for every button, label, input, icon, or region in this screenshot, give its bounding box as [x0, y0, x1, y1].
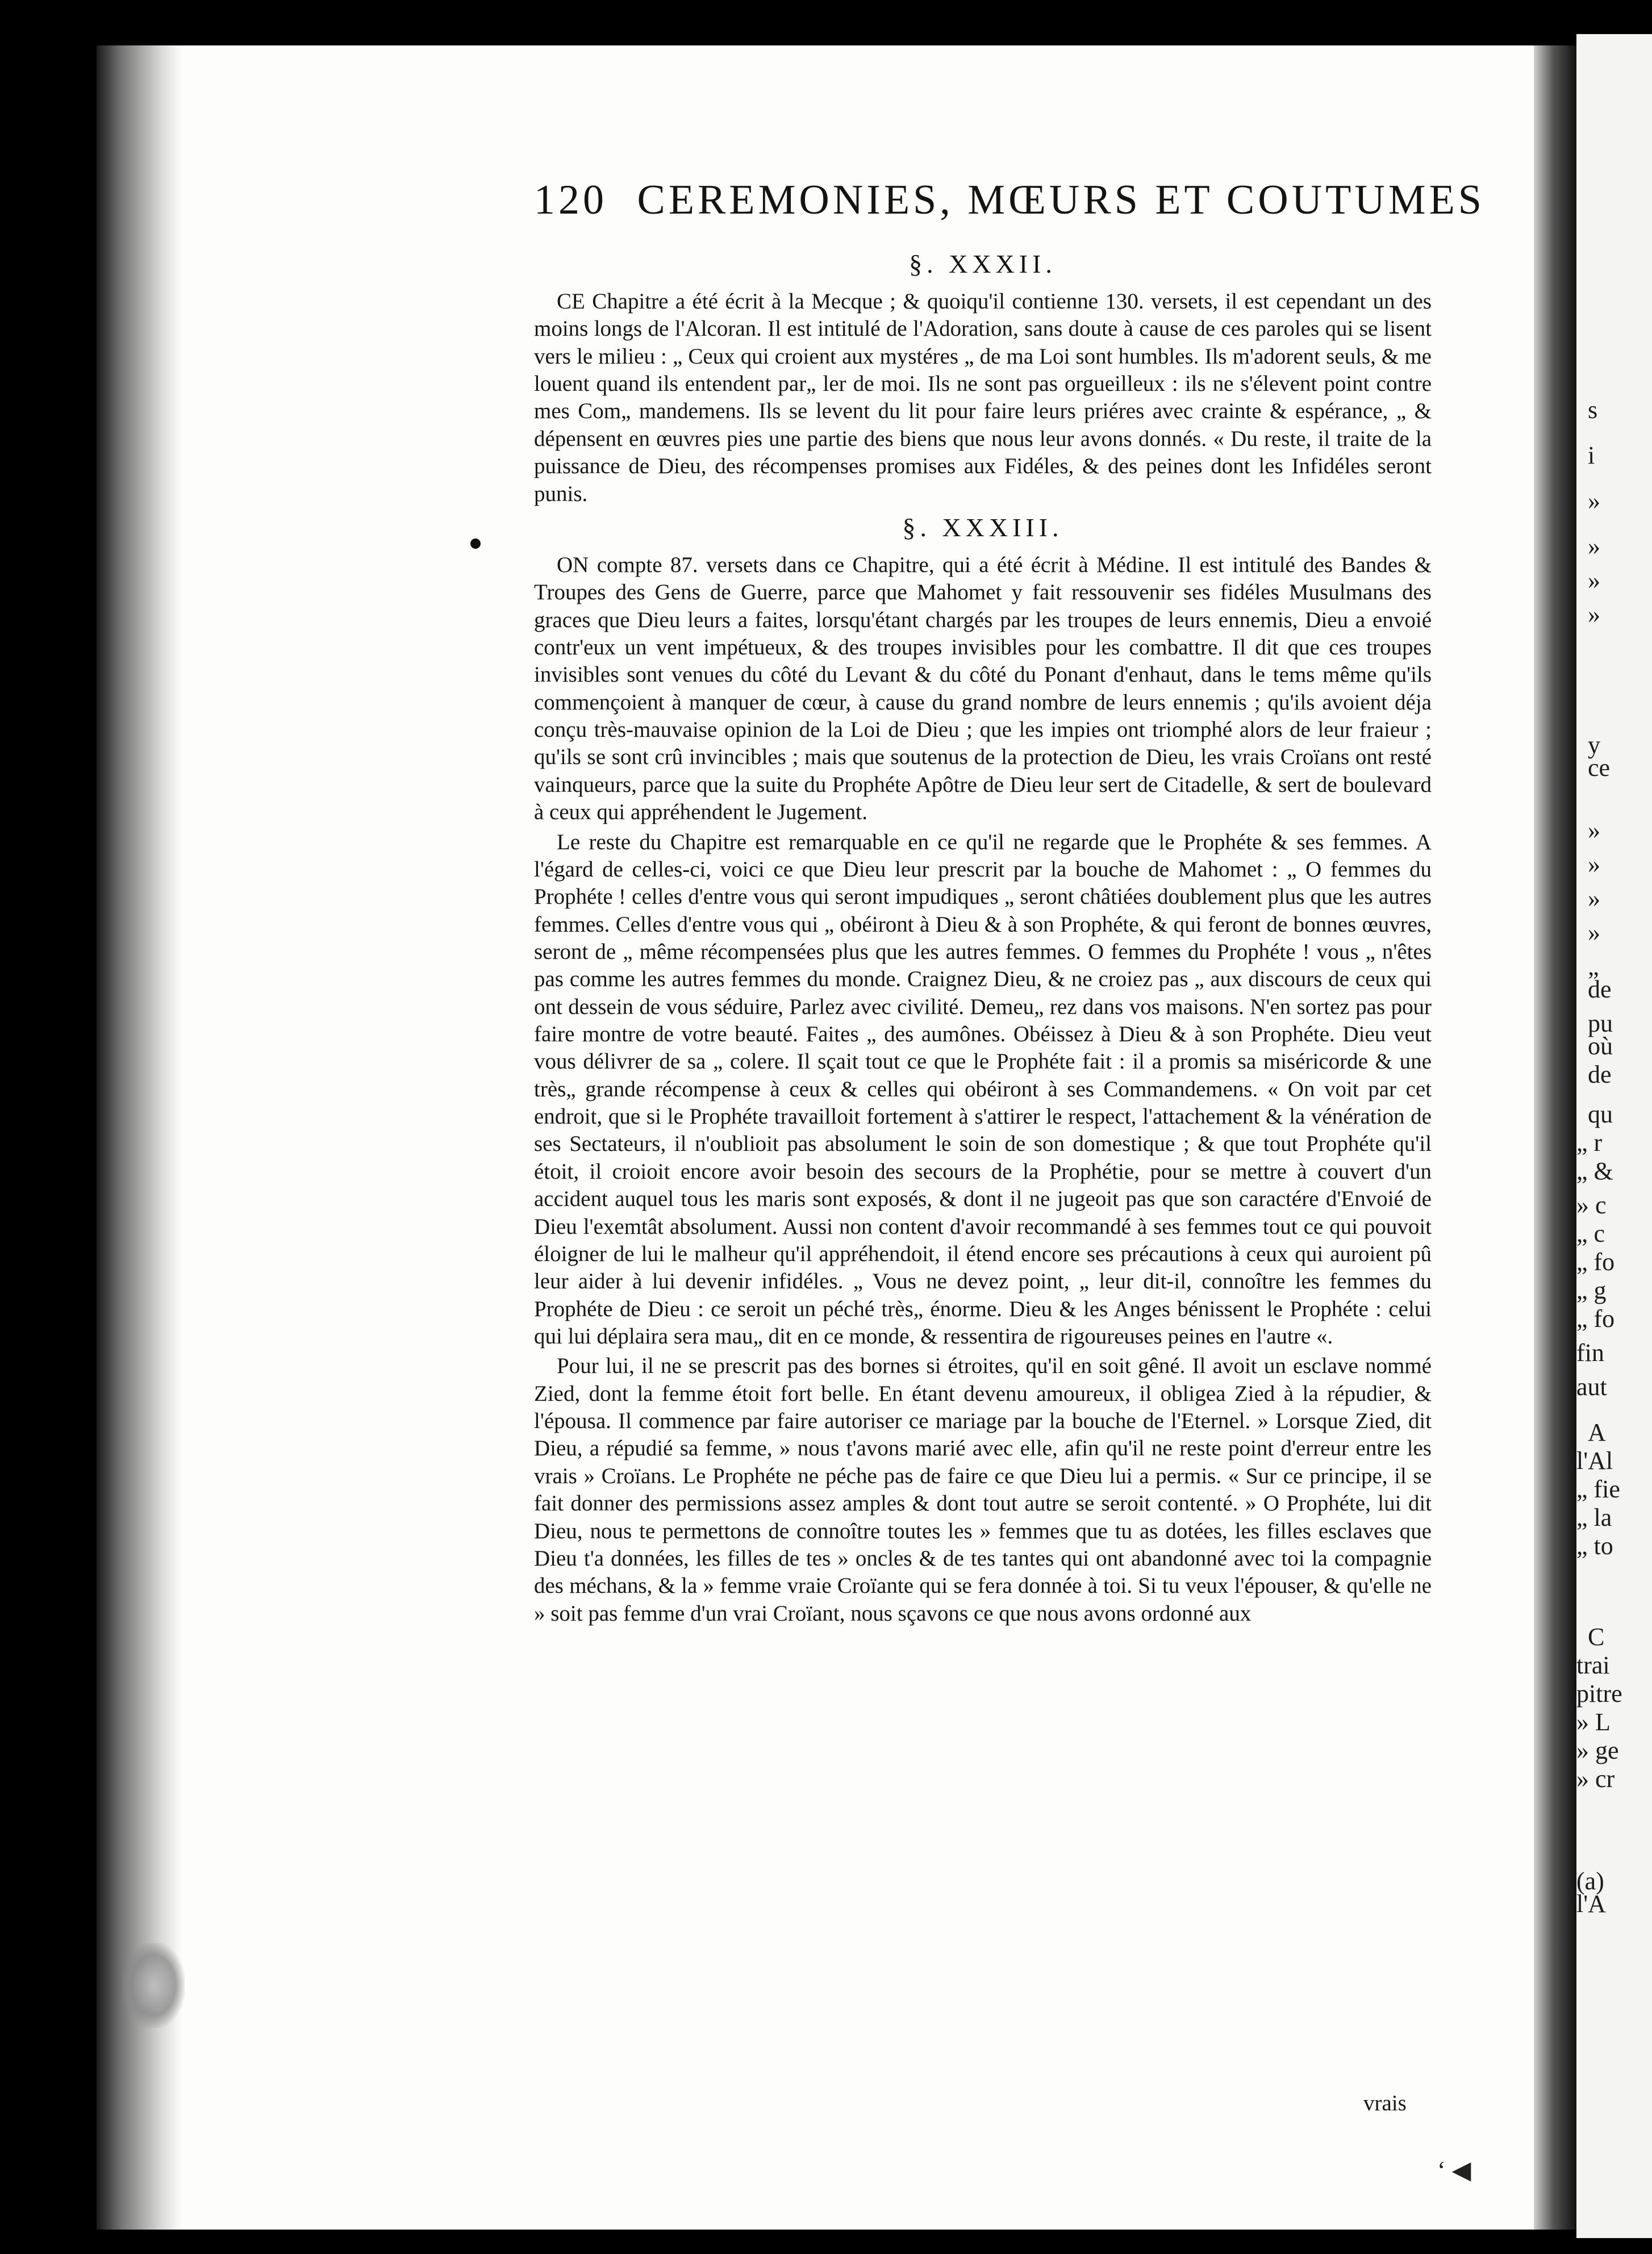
facing-page-fragment: aut — [1576, 1373, 1607, 1401]
facing-page-fragment: » — [1588, 816, 1600, 844]
facing-page-fragment: » — [1588, 600, 1600, 628]
facing-page-fragment: » ge — [1576, 1737, 1619, 1764]
facing-page-fragment: » — [1588, 884, 1600, 912]
paragraph: Le reste du Chapitre est remarquable en ce qu'il ne regarde que le Prophéte & ses femmes. A l'égard de celles-ci, voici ce que Dieu leur prescrit par la bouche de Mahomet : „ O femmes du Prophéte ! celles d'entre vous qui seront impudiques „ seront châtiées doublement plus que les autres femmes. Celles d'entre vous qui „ obéiront à Dieu & à son Prophéte, & qui feront de bonnes œuvres, seront de „ même récompensées plus que les autres femmes. O femmes du Prophéte ! vous „ n'êtes pas comme les autres femmes du monde. Craignez Dieu, & ne croiez pas „ aux discours de ceux qui ont dessein de vous séduire, Parlez avec civilité. Demeu„ rez dans vos maisons. N'en sortez pas pour faire montre de votre beauté. Faites „ des aumônes. Obéissez à Dieu & à son Prophéte. Dieu veut vous délivrer de sa „ colere. Il sçait tout ce que le Prophéte fait : il a promis sa miséricorde & une très„ grande récompense à ceux & celles qui obéiront à ses Commandemens. « On voit par cet endroit, que si le Prophéte travailloit fortement à s'attirer le respect, l'attachement & la vénération de ses Sectateurs, il n'oublioit pas absolument le soin de son domestique ; & que tout Prophéte qu'il étoit, il croioit encore avoir besoin des secours de la Prophétie, pour se mettre à couvert d'un accident auquel tous les maris sont exposés, & dont il ne jugeoit pas que son caractére d'Envoié de Dieu l'exemtât absolument. Aussi non content d'avoir recommandé à ses femmes tout ce qui pouvoit éloigner de lui le malheur qu'il appréhendoit, il étend encore ses précautions à ceux qui auroient pû leur aider à lui devenir infidéles. „ Vous ne devez point, „ leur dit-il, connoître les femmes du Prophéte de Dieu : ce seroit un péché très„ énorme. Dieu & les Anges bénissent le Prophéte : celui qui lui déplaira sera mau„ dit en ce monde, & ressentira de rigoureuses peines en l'autre «. — [534, 829, 1432, 1349]
section-heading: §. XXXII. — [909, 249, 1057, 278]
paragraph: CE Chapitre a été écrit à la Mecque ; & quoiqu'il contienne 130. versets, il est cependant un des moins longs de l'Alcoran. Il est intitulé de l'Adoration, sans doute à cause de ces paroles qui se lisent vers le milieu : „ Ceux qui croient aux mystéres „ de ma Loi sont humbles. Ils m'adorent seuls, & me louent quand ils entendent par„ ler de moi. Ils ne sont pas orgueilleux : ils ne s'élevent point contre mes Com„ mandemens. Ils se levent du lit pour faire leurs priéres avec crainte & espérance, „ & dépensent en œuvres pies une partie des biens que nous leur avons donnés. « Du reste, il traite de la puissance de Dieu, des récompenses promises aux Fidéles, & des peines dont les Infidéles seront punis. — [534, 289, 1432, 506]
facing-page-fragment: A — [1588, 1418, 1606, 1446]
facing-page-fragment: » c — [1576, 1191, 1607, 1219]
footer-marks: ‘ ◀ — [1437, 2156, 1471, 2184]
facing-page-fragment: „ — [1588, 953, 1599, 980]
facing-page-fragment: de — [1588, 1061, 1612, 1088]
facing-page-fragment: (a) — [1576, 1867, 1604, 1895]
paragraph: Pour lui, il ne se prescrit pas des bornes si étroites, qu'il en soit gêné. Il avoit un esclave nommé Zied, dont la femme étoit fort belle. En étant devenu amoureux, il obligea Zied à la répudier, & l'épousa. Il commence par faire autoriser ce mariage par la bouche de l'Eternel. » Lorsque Zied, dit Dieu, a répudié sa femme, » nous t'avons marié avec elle, afin qu'il ne reste point d'erreur entre les vrais » Croïans. Le Prophéte ne péche pas de faire ce que Dieu lui a permis. « Sur ce principe, il se fait donner des permissions assez amples & dont tout autre se seroit contenté. » O Prophéte, lui dit Dieu, nous te permettons de connoître toutes les » femmes que tu as dotées, les filles esclaves que Dieu t'a données, les filles de tes » oncles & de tes tantes qui ont abandonné avec toi la compagnie des méchans, & la » femme vraie Croïante qui se fera donnée à toi. Si tu veux l'épouser, & qu'elle ne » soit pas femme d'un vrai Croïant, nous sçavons ce que nous avons ordonné aux — [534, 1354, 1432, 1626]
facing-page-fragment: » — [1588, 566, 1600, 594]
facing-page-fragment: où — [1588, 1032, 1613, 1060]
facing-page-fragment: „ g — [1576, 1276, 1607, 1304]
facing-page-fragment: „ fo — [1576, 1305, 1615, 1333]
facing-page-fragment: l'A — [1576, 1890, 1606, 1918]
facing-page-fragment: „ r — [1576, 1129, 1603, 1157]
facing-page-fragment: ce — [1588, 754, 1611, 782]
facing-page-fragment: „ to — [1576, 1532, 1613, 1560]
facing-page-fragment: i — [1588, 441, 1595, 469]
book-spine-shadow — [1534, 45, 1576, 2230]
facing-page-fragment: „ fo — [1576, 1248, 1615, 1276]
facing-page-fragment: „ c — [1576, 1220, 1605, 1247]
facing-page-fragment: » cr — [1576, 1765, 1615, 1793]
facing-page-fragment: pu — [1588, 1009, 1613, 1037]
main-text — [534, 244, 1432, 1630]
gutter-shadow — [97, 45, 182, 2230]
facing-page-edge — [1576, 34, 1652, 2238]
facing-page-fragment: s — [1588, 396, 1598, 424]
facing-page-fragment: pitre — [1576, 1680, 1622, 1708]
facing-page-fragment: » — [1588, 919, 1600, 946]
facing-page-fragment: de — [1588, 975, 1612, 1003]
running-head — [534, 176, 1485, 224]
facing-page-fragment: qu — [1588, 1100, 1613, 1128]
facing-page-fragment: trai — [1576, 1651, 1610, 1679]
facing-page-fragment: fin — [1576, 1339, 1604, 1367]
facing-page-fragment: y — [1588, 731, 1600, 759]
facing-page-fragment: » L — [1576, 1708, 1611, 1736]
facing-page-fragment: » — [1588, 532, 1600, 560]
section-heading: §. XXXIII. — [902, 512, 1063, 542]
running-title: CEREMONIES, MŒURS ET COUTUMES — [637, 177, 1485, 223]
page-number: 120 — [534, 177, 607, 223]
facing-page-fragment: „ la — [1576, 1504, 1612, 1531]
facing-page-fragment: » — [1588, 850, 1600, 878]
catchword: vrais — [1363, 2091, 1407, 2115]
facing-page-fragment: » — [1588, 487, 1600, 515]
paragraph: ON compte 87. versets dans ce Chapitre, qui a été écrit à Médine. Il est intitulé des Bandes & Troupes des Gens de Guerre, parce que Mahomet y fait ressouvenir ses fidéles Musulmans des graces que Dieu leurs a faites, lorsqu'étant chargés par les troupes de leurs ennemis, Dieu a envoié contr'eux un vent impétueux, & des troupes invisibles pour les combattre. Il dit que ces troupes invisibles sont venues du côté du Levant & du côté du Ponant d'enhaut, dans le tems même qu'ils commençoient à manquer de cœur, à cause du grand nombre de leurs ennemis ; qu'ils avoient déja conçu très-mauvaise opinion de la Loi de Dieu ; que les impies ont triomphé alors de leur fraieur ; qu'ils se sont crû invincibles ; mais que soutenus de la protection de Dieu, les vrais Croïans ont resté vainqueurs, parce que la suite du Prophéte Apôtre de Dieu leur sert de Citadelle, & sert de boulevard à ceux qui appréhendent le Jugement. — [534, 552, 1432, 825]
paper-stain — [122, 1943, 185, 2028]
facing-page-fragment: „ fie — [1576, 1475, 1620, 1503]
facing-page-fragment: „ & — [1576, 1157, 1613, 1185]
facing-page-fragment: l'Al — [1576, 1447, 1613, 1475]
facing-page-fragment: C — [1588, 1623, 1605, 1651]
margin-dot — [470, 539, 481, 549]
